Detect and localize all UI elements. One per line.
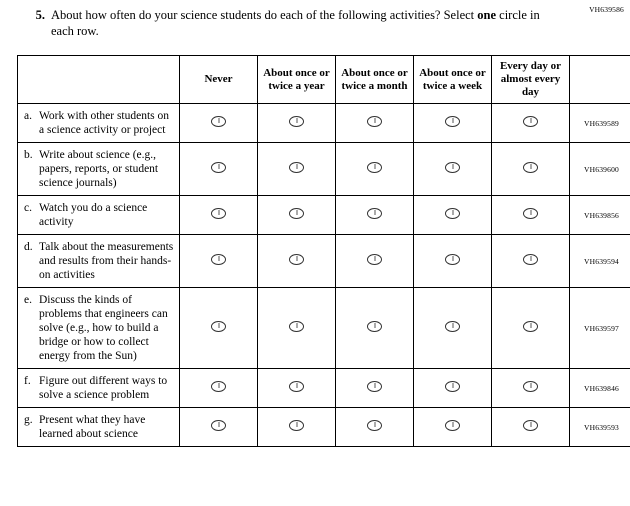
header-id-blank: [570, 56, 630, 104]
question-prompt: [23, 8, 563, 39]
radio-circle-icon[interactable]: [445, 116, 460, 127]
table-row: [18, 288, 630, 369]
row-letter-e: e.: [24, 294, 32, 306]
row-letter-c: c.: [24, 202, 32, 214]
radio-circle-icon[interactable]: [445, 420, 460, 431]
radio-f-year[interactable]: [258, 369, 336, 408]
table-row: [18, 143, 630, 196]
radio-c-year[interactable]: [258, 196, 336, 235]
radio-circle-icon[interactable]: [445, 321, 460, 332]
radio-e-everyday[interactable]: [492, 288, 570, 369]
radio-f-everyday[interactable]: [492, 369, 570, 408]
radio-circle-icon[interactable]: [523, 381, 538, 392]
radio-e-week[interactable]: [414, 288, 492, 369]
table-row: [18, 408, 630, 447]
question-text-part1: About how often do your science students do each of the following activities? Select: [51, 8, 478, 22]
row-letter-f: f.: [24, 375, 31, 387]
column-header-every-day: Every day or almost every day: [492, 56, 570, 104]
radio-circle-icon[interactable]: [367, 381, 382, 392]
row-id-g: VH639593: [570, 408, 630, 447]
radio-g-never[interactable]: [180, 408, 258, 447]
radio-f-never[interactable]: [180, 369, 258, 408]
radio-d-month[interactable]: [336, 235, 414, 288]
row-stem-e: [18, 288, 180, 369]
header-row: [18, 56, 630, 104]
table-row: [18, 369, 630, 408]
radio-a-everyday[interactable]: [492, 104, 570, 143]
radio-circle-icon[interactable]: [367, 254, 382, 265]
radio-circle-icon[interactable]: [523, 420, 538, 431]
radio-circle-icon[interactable]: [367, 420, 382, 431]
radio-c-month[interactable]: [336, 196, 414, 235]
radio-g-month[interactable]: [336, 408, 414, 447]
radio-d-year[interactable]: [258, 235, 336, 288]
row-label-d: Talk about the measurements and results from their hands-on activities: [39, 241, 174, 281]
radio-d-never[interactable]: [180, 235, 258, 288]
radio-circle-icon[interactable]: [367, 116, 382, 127]
radio-c-never[interactable]: [180, 196, 258, 235]
radio-e-year[interactable]: [258, 288, 336, 369]
radio-circle-icon[interactable]: [445, 208, 460, 219]
radio-f-week[interactable]: [414, 369, 492, 408]
table-header: [18, 56, 630, 104]
row-label-c: Watch you do a science activity: [39, 202, 148, 228]
row-id-f: VH639846: [570, 369, 630, 408]
radio-circle-icon[interactable]: [289, 321, 304, 332]
radio-c-week[interactable]: [414, 196, 492, 235]
row-id-a: VH639589: [570, 104, 630, 143]
radio-circle-icon[interactable]: [445, 254, 460, 265]
radio-circle-icon[interactable]: [211, 381, 226, 392]
table-body: [18, 104, 630, 447]
radio-c-everyday[interactable]: [492, 196, 570, 235]
radio-circle-icon[interactable]: [289, 420, 304, 431]
table-row: [18, 196, 630, 235]
row-label-b: Write about science (e.g., papers, reports, or student science journals): [39, 149, 159, 189]
radio-b-week[interactable]: [414, 143, 492, 196]
radio-d-everyday[interactable]: [492, 235, 570, 288]
row-label-f: Figure out different ways to solve a science problem: [39, 375, 168, 401]
column-header-once-twice-week: About once or twice a week: [414, 56, 492, 104]
row-label-e: Discuss the kinds of problems that engineers can solve (e.g., how to build a bridge or how to collect energy from the Sun): [39, 294, 168, 362]
row-id-c: VH639856: [570, 196, 630, 235]
radio-circle-icon[interactable]: [211, 208, 226, 219]
radio-e-month[interactable]: [336, 288, 414, 369]
radio-f-month[interactable]: [336, 369, 414, 408]
row-letter-d: d.: [24, 241, 33, 253]
row-stem-d: [18, 235, 180, 288]
matrix-table-wrapper: [17, 55, 619, 447]
radio-circle-icon[interactable]: [367, 208, 382, 219]
radio-circle-icon[interactable]: [445, 381, 460, 392]
radio-b-everyday[interactable]: [492, 143, 570, 196]
radio-g-year[interactable]: [258, 408, 336, 447]
row-stem-c: [18, 196, 180, 235]
row-stem-g: [18, 408, 180, 447]
row-letter-b: b.: [24, 149, 33, 161]
radio-circle-icon[interactable]: [289, 116, 304, 127]
question-text-part2: circle in each row.: [51, 8, 540, 38]
row-id-b: VH639600: [570, 143, 630, 196]
column-header-once-twice-year: About once or twice a year: [258, 56, 336, 104]
question-number: 5.: [35, 8, 45, 22]
question-text-emphasis: one: [477, 8, 497, 22]
radio-d-week[interactable]: [414, 235, 492, 288]
radio-a-year[interactable]: [258, 104, 336, 143]
radio-g-everyday[interactable]: [492, 408, 570, 447]
radio-circle-icon[interactable]: [211, 420, 226, 431]
header-stem-blank: [18, 56, 180, 104]
row-letter-g: g.: [24, 414, 33, 426]
row-stem-b: [18, 143, 180, 196]
column-header-never: Never: [180, 56, 258, 104]
row-id-d: VH639594: [570, 235, 630, 288]
radio-a-week[interactable]: [414, 104, 492, 143]
radio-circle-icon[interactable]: [523, 321, 538, 332]
radio-e-never[interactable]: [180, 288, 258, 369]
radio-circle-icon[interactable]: [523, 116, 538, 127]
radio-circle-icon[interactable]: [211, 254, 226, 265]
matrix-question-table: [17, 55, 630, 447]
radio-circle-icon[interactable]: [523, 208, 538, 219]
row-label-g: Present what they have learned about science: [39, 414, 146, 440]
radio-circle-icon[interactable]: [523, 162, 538, 173]
radio-circle-icon[interactable]: [289, 208, 304, 219]
radio-b-never[interactable]: [180, 143, 258, 196]
radio-circle-icon[interactable]: [367, 162, 382, 173]
radio-a-month[interactable]: [336, 104, 414, 143]
row-letter-a: a.: [24, 110, 32, 122]
radio-circle-icon[interactable]: [211, 116, 226, 127]
radio-circle-icon[interactable]: [523, 254, 538, 265]
column-header-once-twice-month: About once or twice a month: [336, 56, 414, 104]
document-id: VH639586: [589, 5, 624, 14]
radio-b-month[interactable]: [336, 143, 414, 196]
radio-b-year[interactable]: [258, 143, 336, 196]
radio-circle-icon[interactable]: [211, 162, 226, 173]
row-stem-f: [18, 369, 180, 408]
table-row: [18, 235, 630, 288]
row-id-e: VH639597: [570, 288, 630, 369]
radio-circle-icon[interactable]: [445, 162, 460, 173]
radio-circle-icon[interactable]: [289, 254, 304, 265]
radio-circle-icon[interactable]: [367, 321, 382, 332]
row-stem-a: [18, 104, 180, 143]
row-label-a: Work with other students on a science activity or project: [39, 110, 170, 136]
radio-a-never[interactable]: [180, 104, 258, 143]
radio-circle-icon[interactable]: [211, 321, 226, 332]
radio-circle-icon[interactable]: [289, 162, 304, 173]
question-text: [51, 8, 551, 39]
radio-circle-icon[interactable]: [289, 381, 304, 392]
radio-g-week[interactable]: [414, 408, 492, 447]
table-row: [18, 104, 630, 143]
